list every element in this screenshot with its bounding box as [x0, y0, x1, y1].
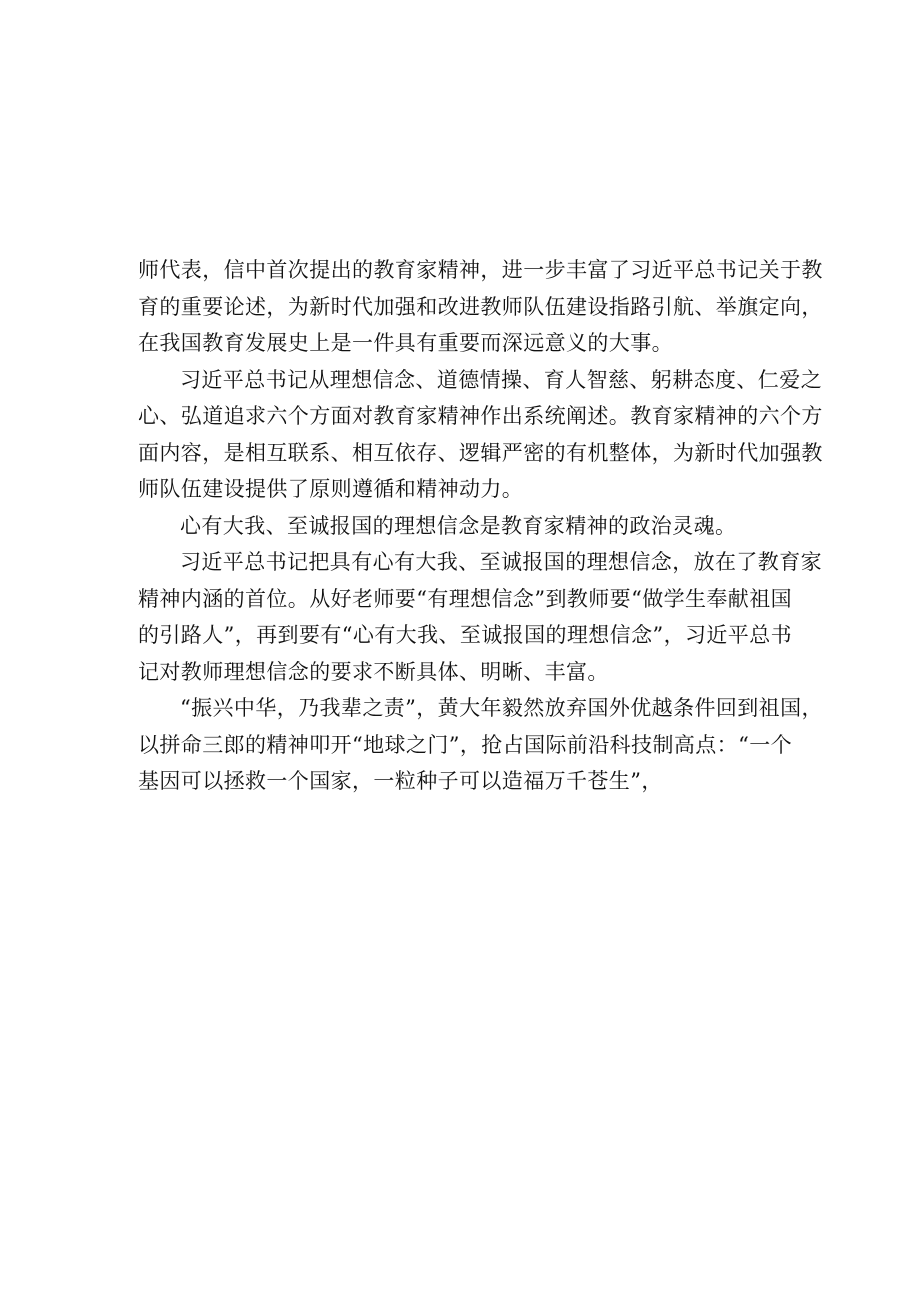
- section-heading-line: 心有大我、至诚报国的理想信念是教育家精神的政治灵魂。: [180, 513, 737, 538]
- text-line: 的引路人”，再到要有“心有大我、至诚报国的理想信念”，习近平总书: [138, 623, 793, 647]
- paragraph-first-line: 习近平总书记把具有心有大我、至诚报国的理想信念，放在了教育家: [180, 550, 822, 574]
- text-line: 师队伍建设提供了原则遵循和精神动力。: [138, 477, 524, 501]
- paragraph-first-line: “振兴中华，乃我辈之责”，黄大年毅然放弃国外优越条件回到祖国，: [180, 696, 823, 720]
- text-line: 在我国教育发展史上是一件具有重要而深远意义的大事。: [138, 331, 673, 355]
- text-line: 以拼命三郎的精神叩开“地球之门”，抢占国际前沿科技制高点：“一个: [138, 732, 793, 757]
- text-line: 育的重要论述，为新时代加强和改进教师队伍建设指路引航、举旗定向，: [138, 294, 823, 319]
- text-line: 基因可以拯救一个国家，一粒种子可以造福万千苍生”，: [138, 769, 663, 793]
- text-line: 心、弘道追求六个方面对教育家精神作出系统阐述。教育家精神的六个方: [138, 404, 823, 428]
- text-line: 记对教师理想信念的要求不断具体、明晰、丰富。: [138, 659, 609, 684]
- document-body: [138, 252, 823, 800]
- text-line: 面内容，是相互联系、相互依存、逻辑严密的有机整体，为新时代加强教: [138, 440, 823, 465]
- paragraph-first-line: 习近平总书记从理想信念、道德情操、育人智慈、躬耕态度、仁爱之: [180, 367, 822, 392]
- text-line: 师代表，信中首次提出的教育家精神，进一步丰富了习近平总书记关于教: [138, 258, 823, 282]
- text-line: 精神内涵的首位。从好老师要“有理想信念”到教师要“做学生奉献祖国: [138, 586, 793, 611]
